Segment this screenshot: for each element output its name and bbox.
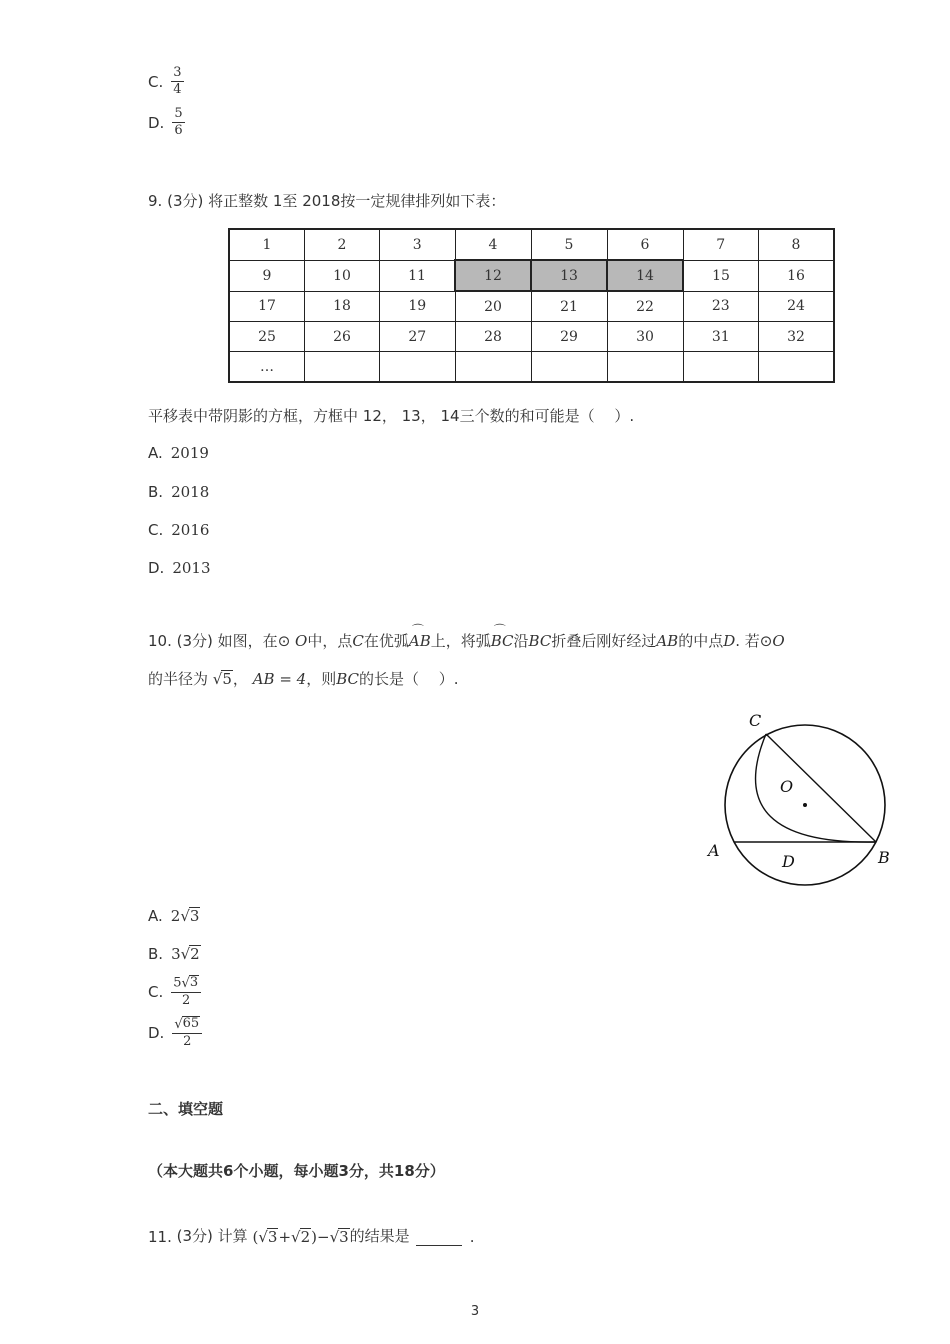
table-cell: 30 <box>607 322 683 352</box>
table-cell: 22 <box>607 291 683 322</box>
table-cell: 17 <box>229 291 305 322</box>
table-cell <box>531 352 607 383</box>
table-cell: 10 <box>305 260 380 291</box>
table-cell: 32 <box>759 322 835 352</box>
q9-option-a[interactable]: A. 2019 <box>148 444 209 462</box>
table-cell: 27 <box>380 322 456 352</box>
q10-stem-line1: 10. (3分) 如图，在⊙ O中，点C在优弧⌒ AB上，将弧⌒ BC沿BC折叠后刚好经过AB的中点D. 若⊙O <box>148 630 785 651</box>
section-subtitle: （本大题共6个小题，每小题3分，共18分） <box>148 1162 445 1180</box>
q10-option-a[interactable]: A. 2 √ 3 <box>148 907 200 926</box>
table-cell: 8 <box>759 229 835 260</box>
label-b: B <box>878 848 890 867</box>
q10-option-b[interactable]: B. 3 √ 2 <box>148 945 200 964</box>
q9-option-c[interactable]: C. 2016 <box>148 521 210 539</box>
answer-blank[interactable] <box>416 1231 462 1246</box>
table-cell: 18 <box>305 291 380 322</box>
table-cell: 26 <box>305 322 380 352</box>
q9-question: 平移表中带阴影的方框，方框中 12， 13， 14三个数的和可能是（ ）. <box>148 407 635 425</box>
q10-option-c[interactable]: C. 5 √ 3 2 <box>148 975 201 1008</box>
table-row <box>229 352 834 383</box>
table-cell: 25 <box>229 322 305 352</box>
q9-stem: 9. (3分) 将正整数 1至 2018按一定规律排列如下表： <box>148 192 506 210</box>
table-cell <box>607 352 683 383</box>
label-d: D <box>782 852 795 871</box>
center-point <box>803 803 807 807</box>
q10-option-d[interactable]: D. √ 65 2 <box>148 1016 202 1049</box>
sqrt: √ 3 <box>180 907 200 926</box>
option-label: C. <box>148 72 164 91</box>
q9-option-b[interactable]: B. 2018 <box>148 483 210 501</box>
sqrt: √ 5 <box>212 669 232 688</box>
sqrt: √ 3 <box>258 1227 278 1246</box>
fraction: $\frac{5}{6}$ <box>174 106 183 139</box>
table-cell: 29 <box>531 322 607 352</box>
table-cell: 15 <box>683 260 759 291</box>
fraction: √ 65 2 <box>172 1016 202 1049</box>
table-cell: 21 <box>531 291 607 322</box>
table-cell: … <box>229 352 305 383</box>
table-cell: 12 <box>455 260 531 291</box>
table-cell: 19 <box>380 291 456 322</box>
option-label: D. <box>148 113 165 132</box>
table-cell <box>683 352 759 383</box>
q11-stem: 11. (3分) 计算 ( √ 3 + √ 2 ) − √ 3 的结果是 . <box>148 1227 475 1246</box>
table-row <box>229 260 834 291</box>
label-c: C <box>749 711 762 730</box>
q9-option-d[interactable]: D. 2013 <box>148 559 211 577</box>
sqrt: √ 2 <box>180 945 200 964</box>
table-row <box>229 291 834 322</box>
table-cell: 5 <box>531 229 607 260</box>
label-a: A <box>708 841 720 860</box>
table-cell: 13 <box>531 260 607 291</box>
table-cell: 14 <box>607 260 683 291</box>
sqrt: √ 3 <box>329 1227 349 1246</box>
q8-option-c <box>148 66 184 98</box>
folded-arc-bc <box>756 734 876 842</box>
fraction: $\frac{3}{4}$ <box>173 65 182 98</box>
label-o: O <box>780 777 794 796</box>
circle-figure <box>700 705 900 895</box>
page-number: 3 <box>470 1304 480 1319</box>
table-cell: 6 <box>607 229 683 260</box>
q10-stem-line2: 的半径为 √ 5 ， AB = 4，则BC的长是（ ）. <box>148 669 459 688</box>
table-cell: 7 <box>683 229 759 260</box>
number-table <box>228 228 835 383</box>
table-row <box>229 229 834 260</box>
table-cell: 1 <box>229 229 305 260</box>
table-cell: 24 <box>759 291 835 322</box>
table-cell: 23 <box>683 291 759 322</box>
table-cell <box>759 352 835 383</box>
table-cell: 31 <box>683 322 759 352</box>
fraction: 5 √ 3 2 <box>171 975 201 1008</box>
table-cell <box>305 352 380 383</box>
table-cell: 3 <box>380 229 456 260</box>
table-cell <box>455 352 531 383</box>
table-cell: 16 <box>759 260 835 291</box>
table-cell: 11 <box>380 260 456 291</box>
table-row <box>229 322 834 352</box>
section-title: 二、填空题 <box>148 1100 224 1118</box>
table-cell <box>380 352 456 383</box>
table-cell: 4 <box>455 229 531 260</box>
sqrt: √ 2 <box>291 1227 311 1246</box>
table-cell: 2 <box>305 229 380 260</box>
table-cell: 9 <box>229 260 305 291</box>
q8-option-d <box>148 107 185 139</box>
table-cell: 20 <box>455 291 531 322</box>
table-cell: 28 <box>455 322 531 352</box>
